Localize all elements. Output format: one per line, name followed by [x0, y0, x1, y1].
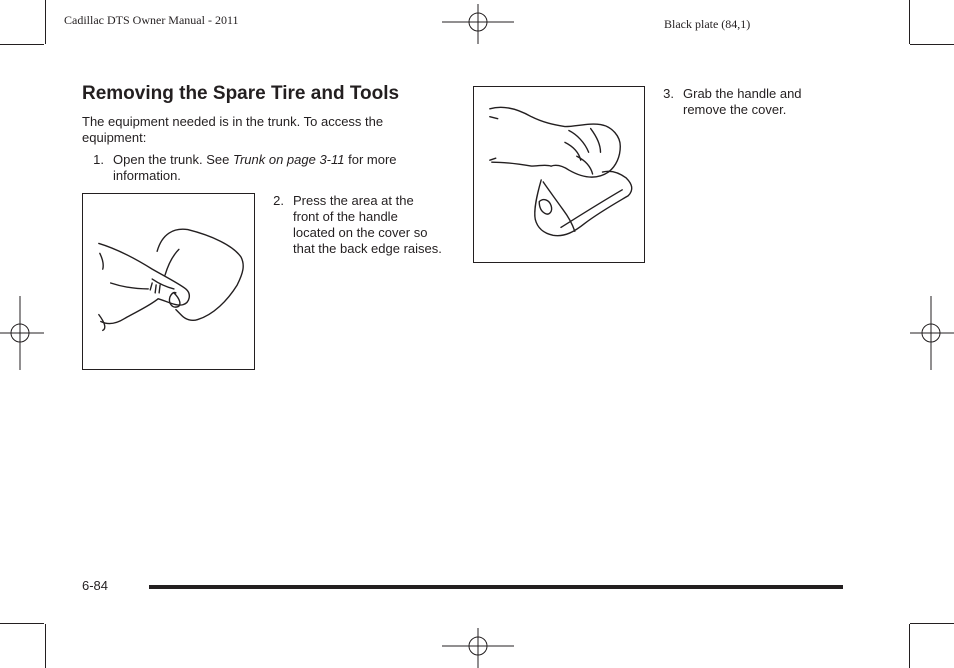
- crop-mark: [0, 623, 44, 624]
- crop-mark: [909, 624, 910, 668]
- step-text: Press the area at the front of the handle located on the cover so that the back edge raises.: [293, 193, 442, 256]
- page-number: 6-84: [82, 578, 109, 593]
- manual-title: Cadillac DTS Owner Manual - 2011: [64, 13, 239, 27]
- step-number: 2.: [273, 193, 284, 208]
- crop-mark: [0, 44, 44, 45]
- footer-rule: [149, 585, 843, 589]
- figure-lift-cover: [473, 86, 645, 263]
- step-number: 3.: [663, 86, 674, 101]
- step-text: Open the trunk. See Trunk on page 3-11 for more information.: [113, 152, 397, 183]
- step-number: 1.: [93, 152, 104, 167]
- registration-mark-left: [0, 296, 44, 370]
- registration-mark-top: [442, 4, 514, 44]
- step-text: Grab the handle and remove the cover.: [683, 86, 802, 117]
- registration-mark-right: [910, 296, 954, 370]
- crop-mark: [45, 624, 46, 668]
- crop-mark: [909, 0, 910, 44]
- figure-press-cover: [82, 193, 255, 370]
- section-title: Removing the Spare Tire and Tools: [82, 83, 400, 104]
- crop-mark: [910, 623, 954, 624]
- cross-reference-link[interactable]: Trunk on page 3-11: [232, 152, 345, 167]
- registration-mark-bottom: [442, 628, 514, 668]
- crop-mark: [910, 44, 954, 45]
- step-2: [262, 193, 442, 257]
- step-3: [652, 86, 832, 118]
- hand-lifting-cover-illustration: [474, 87, 644, 262]
- hand-pressing-cover-illustration: [83, 194, 254, 369]
- intro-paragraph: The equipment needed is in the trunk. To access the equipment:: [82, 114, 384, 145]
- plate-label: Black plate (84,1): [664, 17, 751, 31]
- step-1: [82, 152, 442, 184]
- crop-mark: [45, 0, 46, 44]
